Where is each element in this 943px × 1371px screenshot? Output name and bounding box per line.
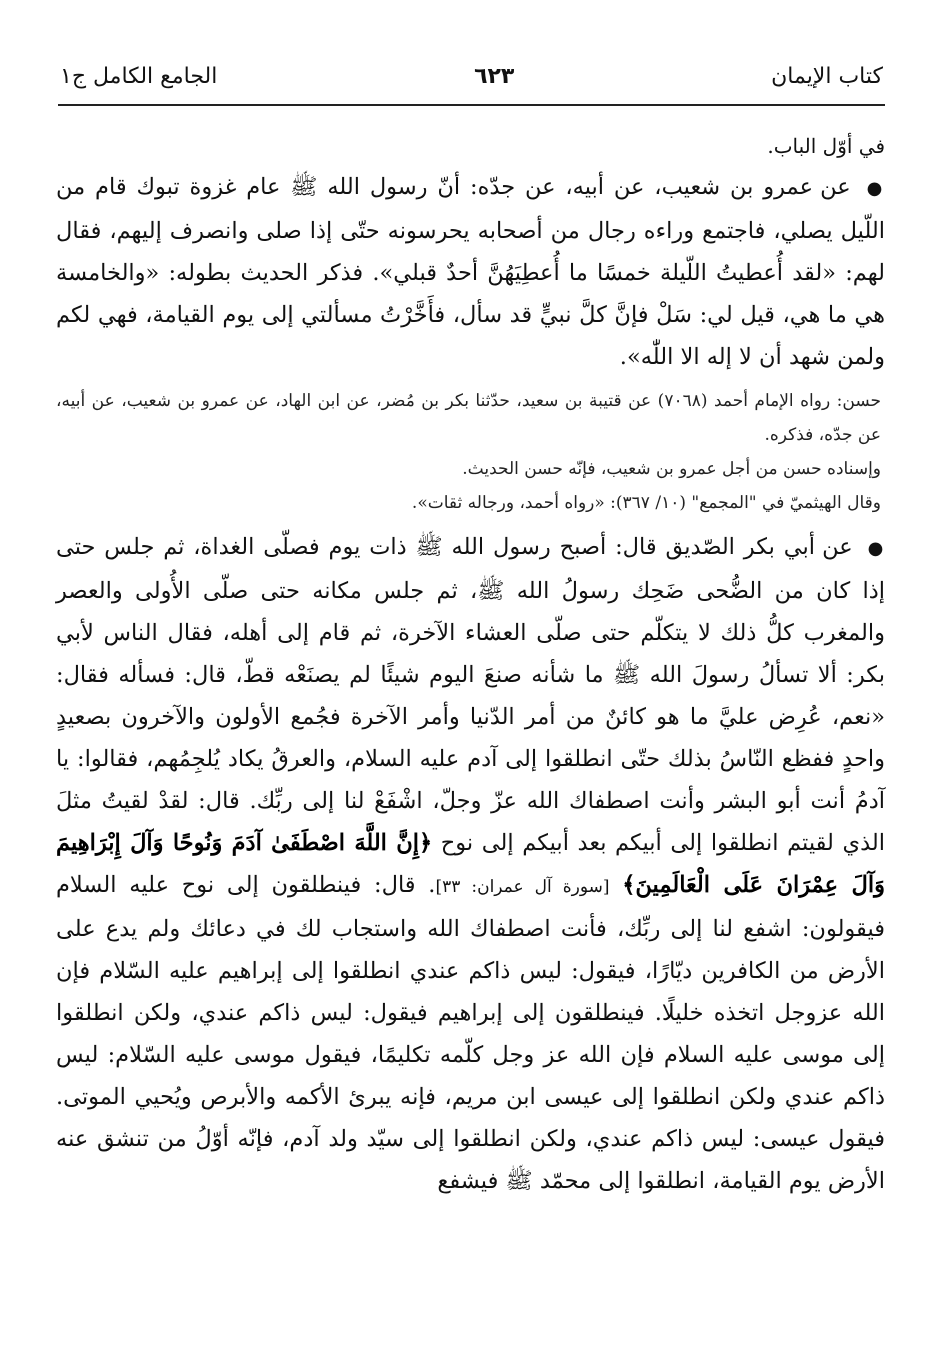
header-book-title: الجامع الكامل ج١ bbox=[60, 63, 218, 89]
bullet-icon: ● bbox=[867, 538, 885, 559]
header-chapter-title: كتاب الإيمان bbox=[771, 63, 883, 89]
isnad-note: وإسناده حسن من أجل عمرو بن شعيب، فإنّه حسن الحديث. bbox=[462, 459, 881, 479]
continuation-line: في أوّل الباب. bbox=[767, 134, 885, 158]
hadith-text-2b: . قال: فينطلقون إلى نوح عليه السلام فيقولون: اشفع لنا إلى ربِّك، فأنت اصطفاك الله واستجاب لك في دعائك ولم يدع على الأرض من الكافرين ديّارًا، فيقول: ليس ذاكم عندي انطلقوا إلى إبراهيم عليه السّلام فإن الله عزوجل اتخذه خليلًا. فينطلقون إلى إبراهيم فيقول: ليس ذاكم عندي، ولكن انطلقوا إلى موسى عليه السلام فإن الله عز وجل كلّمه تكليمًا، فيقول موسى عليه السّلام: ليس ذاكم عندي ولكن انطلقوا إلى عيسى ابن مريم، فإنه يبرئ الأكمه والأبرص ويُحيي الموتى. فيقول عيسى: ليس ذاكم عندي، ولكن انطلقوا إلى سيّد ولد آدم، فإنّه أوّلُ من تنشق عنه الأرض يوم القيامة، انطلقوا إلى محمّد ﷺ فيشفع bbox=[56, 872, 885, 1194]
quran-verse: ﴿إِنَّ اللَّهَ اصْطَفَىٰ آدَمَ وَنُوحًا وَآلَ إِبْرَاهِيمَ وَآلَ عِمْرَانَ عَلَى الْعَالَمِينَ﴾ bbox=[56, 830, 885, 898]
header-rule bbox=[58, 104, 885, 106]
sura-reference: [سورة آل عمران: ٣٣] bbox=[435, 877, 610, 897]
page-header bbox=[60, 56, 883, 96]
footnotes-1 bbox=[56, 384, 881, 520]
hadith-text-1: عن عمرو بن شعيب، عن أبيه، عن جدّه: أنّ رسول الله ﷺ عام غزوة تبوك قام من اللّيل يصلي، فاجتمع وراءه رجال من أصحابه يحرسونه حتّى إذا صلى وانصرف إليهم، فقال لهم: «لقد أُعطيتُ اللّيلة خمسًا ما أُعطِيَهُنَّ أحدٌ قبلي». فذكر الحديث بطوله: «والخامسة هي ما هي، قيل لي: سَلْ فإنَّ كلَّ نبيٍّ قد سأل، فأَخَّرْتُ مسألتي إلى يوم القيامة، فهي لكم ولمن شهد أن لا إله الا اللّٰه». bbox=[56, 174, 885, 370]
haythami-note: وقال الهيثميّ في "المجمع" (١٠/ ٣٦٧): «رواه أحمد، ورجاله ثقات». bbox=[411, 493, 881, 513]
page-content bbox=[56, 128, 885, 1202]
page-number: ٦٢٣ bbox=[474, 63, 515, 89]
hadith-paragraph-1 bbox=[56, 166, 885, 378]
hadith-paragraph-2 bbox=[56, 526, 885, 1202]
bullet-icon: ● bbox=[866, 178, 885, 199]
takhrij-note: حسن: رواه الإمام أحمد (٧٠٦٨) عن قتيبة بن سعيد، حدّثنا بكر بن مُضر، عن ابن الهاد، عن عمرو بن شعيب، عن أبيه، عن جدّه، فذكره. bbox=[56, 391, 881, 445]
hadith-text-2a: عن أبي بكر الصّديق قال: أصبح رسول الله ﷺ ذات يوم فصلّى الغداة، ثم جلس حتى إذا كان من الضُّحى ضَحِك رسولُ الله ﷺ، ثم جلس مكانه حتى صلّى الأُولى والعصر والمغرب كلُّ ذلك لا يتكلّم حتى صلّى العشاء الآخرة، ثم قام إلى أهله، فقال الناس لأبي بكر: ألا تسألُ رسولَ الله ﷺ ما شأنه صنعَ اليوم شيئًا لم يصنَعْه قطّ، قال: فسأله فقال: «نعم، عُرِض عليَّ ما هو كائنٌ من أمر الدّنيا وأمر الآخرة فجُمع الأولون والآخرون بصعيدٍ واحدٍ ففظع النّاسُ بذلك حتّى انطلقوا إلى آدم عليه السلام، والعرقُ يكاد يُلجِمُهم، فقالوا: يا آدمُ أنت أبو البشر وأنت اصطفاك الله عزّ وجلّ، اشْفَعْ لنا إلى ربِّك. قال: لقدْ لقيتُ مثلَ الذي لقيتم انطلقوا إلى أبيكم بعد أبيكم إلى نوح bbox=[56, 534, 885, 856]
